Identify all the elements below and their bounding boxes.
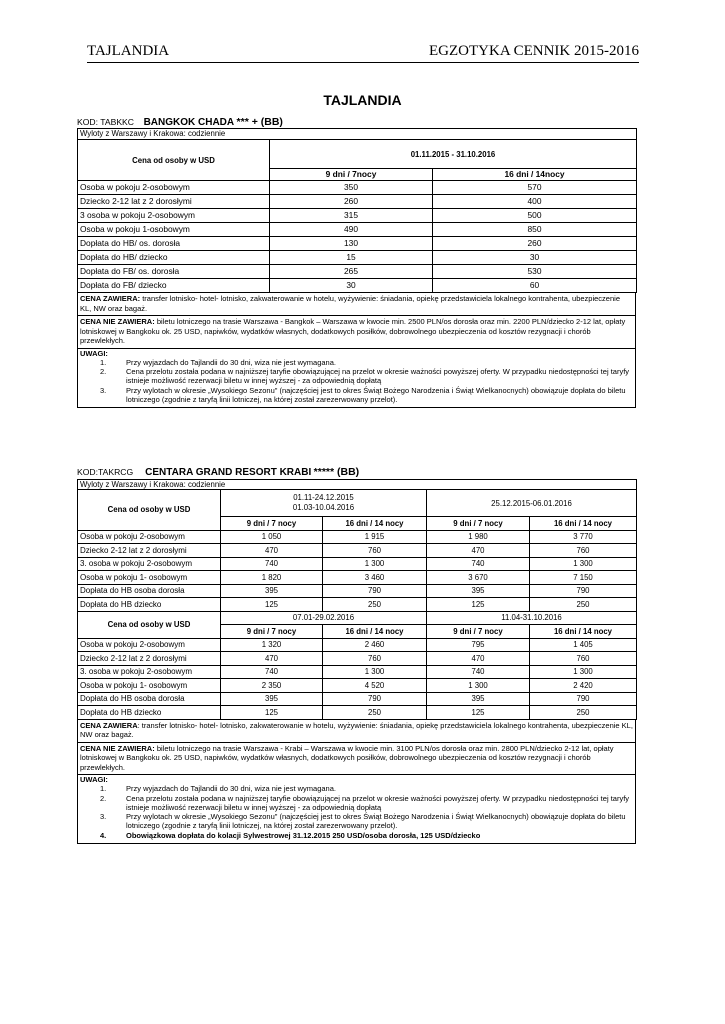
price-cell: 570 [433, 181, 637, 195]
price-cell: 470 [427, 544, 530, 558]
hotel2-period-a [221, 490, 427, 517]
hotel2-includes-label: CENA ZAWIERA [80, 720, 138, 730]
table-row [78, 279, 637, 293]
price-cell: 795 [427, 638, 530, 652]
table-row [78, 638, 637, 652]
hotel2-includes [77, 720, 636, 743]
hotel2-excludes-label: CENA NIE ZAWIERA: [80, 743, 155, 753]
hotel2-col-short: 9 dni / 7 nocy [221, 625, 323, 639]
hotel1-col1-header: 9 dni / 7nocy [270, 169, 433, 181]
hotel2-excludes-text: biletu lotniczego na trasie Warszawa - Krabi – Warszawa w kwocie min. 3100 PLN/os dorosła oraz min. 2800 PLN/dziecko 2-12 lat, opłaty lotniskowej w Bangkoku ok. 25 USD, napiwków, wydatków własnych, dodatkowych posiłków, dobrowolnego ubezpieczenia od kosztów rezygnacji i chorób przewlekłych. [80, 743, 614, 772]
price-cell: 125 [221, 598, 323, 612]
note-text: Obowiązkowa dopłata do kolacji Sylwestrowej 31.12.2015 250 USD/osoba dorosła, 125 USD/dziecko [126, 830, 481, 840]
table-row [78, 557, 637, 571]
price-cell: 250 [323, 598, 427, 612]
price-cell: 1 300 [530, 665, 637, 679]
hotel1-code-line [77, 116, 283, 128]
hotel2-section [77, 479, 636, 844]
price-cell: 2 350 [221, 679, 323, 693]
row-label: Dopłata do FB/ dziecko [78, 279, 270, 293]
hotel2-col-short: 9 dni / 7 nocy [427, 625, 530, 639]
table-row [78, 265, 637, 279]
price-cell: 2 420 [530, 679, 637, 693]
hotel2-notes-label: UWAGI: [80, 775, 108, 784]
table-row [78, 181, 637, 195]
table-row [78, 571, 637, 585]
price-cell: 1 300 [323, 665, 427, 679]
row-label: Dopłata do FB/ os. dorosła [78, 265, 270, 279]
hotel2-col-short: 9 dni / 7 nocy [427, 517, 530, 531]
price-cell: 125 [427, 706, 530, 720]
note-number: 3. [100, 385, 107, 395]
price-cell: 740 [221, 557, 323, 571]
price-cell: 250 [530, 598, 637, 612]
note-text: Przy wyjazdach do Tajlandii do 30 dni, wiza nie jest wymagana. [126, 357, 336, 367]
price-cell: 740 [427, 557, 530, 571]
price-cell: 790 [323, 692, 427, 706]
table-row [78, 598, 637, 612]
note-text: Cena przelotu została podana w najniższej taryfie obowiązującej na przelot w okresie ważności powyższej oferty. W przypadku niedostępności tej taryfy istnieje możliwość rezerwacji biletu w innej wyższej - za odpowiednią dopłatą [126, 793, 630, 812]
price-cell: 500 [433, 209, 637, 223]
hotel2-notes [77, 775, 636, 844]
price-cell: 2 460 [323, 638, 427, 652]
table-row [78, 530, 637, 544]
note-item [80, 784, 633, 793]
table-row [78, 223, 637, 237]
price-cell: 490 [270, 223, 433, 237]
price-cell: 125 [221, 706, 323, 720]
note-item [80, 794, 633, 813]
price-cell: 30 [270, 279, 433, 293]
hotel2-price-label: Cena od osoby w USD [78, 490, 221, 531]
row-label: Osoba w pokoju 1- osobowym [78, 571, 221, 585]
hotel2-name: CENTARA GRAND RESORT KRABI [145, 467, 312, 478]
price-cell: 3 670 [427, 571, 530, 585]
hotel1-price-label: Cena od osoby w USD [78, 140, 270, 181]
hotel2-col-short: 9 dni / 7 nocy [221, 517, 323, 531]
note-number: 2. [100, 367, 107, 377]
price-cell: 130 [270, 237, 433, 251]
hotel2-code: KOD:TAKRCG [77, 467, 134, 477]
note-item [80, 358, 633, 367]
hotel2-col-long: 16 dni / 14 nocy [323, 517, 427, 531]
hotel2-price-table [77, 479, 637, 720]
hotel2-period-d: 11.04-31.10.2016 [427, 611, 637, 625]
table-row [78, 706, 637, 720]
note-number: 2. [100, 793, 107, 803]
row-label: Dziecko 2-12 lat z 2 dorosłymi [78, 652, 221, 666]
price-cell: 760 [530, 544, 637, 558]
table-row [78, 679, 637, 693]
hotel2-period-a1: 01.11-24.12.2015 [293, 493, 354, 502]
hotel2-period-c: 07.01-29.02.2016 [221, 611, 427, 625]
price-cell: 4 520 [323, 679, 427, 693]
header-right: EGZOTYKA CENNIK 2015-2016 [429, 43, 639, 59]
price-cell: 1 300 [427, 679, 530, 693]
hotel1-includes-text: transfer lotnisko- hotel- lotnisko, zakwaterowanie w hotelu, wyżywienie: śniadania, opiekę przedstawiciela lokalnego kontrahenta, ubezpieczenie KL, NW oraz bagaż. [80, 294, 620, 313]
hotel1-notes-label: UWAGI: [80, 348, 108, 358]
price-cell: 530 [433, 265, 637, 279]
table-row [78, 544, 637, 558]
hotel1-code: KOD: TABKKC [77, 117, 134, 127]
price-cell: 395 [221, 692, 323, 706]
price-cell: 30 [433, 251, 637, 265]
note-text: Przy wyjazdach do Tajlandii do 30 dni, wiza nie jest wymagana. [126, 784, 336, 794]
note-item [80, 812, 633, 831]
row-label: Osoba w pokoju 2-osobowym [78, 530, 221, 544]
price-cell: 1 320 [221, 638, 323, 652]
hotel2-excludes [77, 743, 636, 776]
table-row [78, 665, 637, 679]
price-cell: 15 [270, 251, 433, 265]
price-cell: 395 [427, 584, 530, 598]
note-number: 4. [100, 830, 107, 840]
row-label: Osoba w pokoju 2-osobowym [78, 638, 221, 652]
note-number: 1. [100, 357, 107, 367]
hotel2-col-long: 16 dni / 14 nocy [530, 517, 637, 531]
row-label: Dziecko 2-12 lat z 2 dorosłymi [78, 544, 221, 558]
price-cell: 400 [433, 195, 637, 209]
page-title: TAJLANDIA [323, 92, 402, 108]
price-cell: 350 [270, 181, 433, 195]
note-item [80, 831, 633, 840]
hotel1-notes [77, 349, 636, 409]
hotel2-stars: ***** (BB) [313, 466, 360, 478]
note-number: 1. [100, 784, 107, 794]
hotel1-excludes-label: CENA NIE ZAWIERA: [80, 317, 155, 326]
hotel1-includes-label: CENA ZAWIERA: [80, 294, 141, 303]
row-label: 3 osoba w pokoju 2-osobowym [78, 209, 270, 223]
hotel1-excludes [77, 316, 636, 349]
row-label: Dopłata do HB osoba dorosła [78, 692, 221, 706]
hotel2-code-line [77, 466, 359, 478]
price-cell: 1 300 [323, 557, 427, 571]
price-cell: 265 [270, 265, 433, 279]
price-cell: 125 [427, 598, 530, 612]
price-cell: 1 050 [221, 530, 323, 544]
row-label: 3. osoba w pokoju 2-osobowym [78, 665, 221, 679]
price-cell: 250 [530, 706, 637, 720]
table-row [78, 209, 637, 223]
price-cell: 3 770 [530, 530, 637, 544]
table-row [78, 237, 637, 251]
price-cell: 760 [530, 652, 637, 666]
hotel1-col2-header: 16 dni / 14nocy [433, 169, 637, 181]
hotel2-includes-text: : transfer lotnisko- hotel- lotnisko, zakwaterowanie w hotelu, wyżywienie: śniadania, opiekę przedstawiciela lokalnego kontrahenta, ubezpieczenie KL, NW oraz bagaż. [80, 720, 633, 739]
note-item [80, 386, 633, 405]
note-text: Przy wylotach w okresie „Wysokiego Sezonu" (najczęściej jest to okres Świąt Bożego Narodzenia i Świąt Wielkanocnych) obowiązuje dopłata do biletu lotniczego (zgodnie z taryfą linii lotniczej, na której został zarezerwowany przelot). [126, 812, 626, 831]
hotel1-departures: Wyloty z Warszawy i Krakowa: codziennie [78, 129, 637, 140]
price-cell: 850 [433, 223, 637, 237]
price-cell: 395 [221, 584, 323, 598]
hotel1-includes [77, 293, 636, 316]
row-label: Osoba w pokoju 1- osobowym [78, 679, 221, 693]
hotel2-col-long: 16 dni / 14 nocy [530, 625, 637, 639]
price-cell: 60 [433, 279, 637, 293]
hotel2-departures: Wyloty z Warszawy i Krakowa: codziennie [78, 480, 637, 490]
row-label: Dziecko 2-12 lat z 2 dorosłymi [78, 195, 270, 209]
price-cell: 1 820 [221, 571, 323, 585]
hotel1-price-table [77, 128, 637, 293]
hotel2-period-b: 25.12.2015-06.01.2016 [427, 490, 637, 517]
table-row [78, 652, 637, 666]
table-row [78, 195, 637, 209]
hotel2-period-a2: 01.03-10.04.2016 [292, 503, 355, 512]
hotel1-excludes-text: biletu lotniczego na trasie Warszawa - Bangkok – Warszawa w kwocie min. 2500 PLN/os dorosła oraz min. 2200 PLN/dziecko 2-12 lat, opłaty lotniskowej w Bangkoku ok. 25 USD, napiwków, wydatków własnych, dodatkowych posiłków, dobrowolnego ubezpieczenia od kosztów rezygnacji i chorób przewlekłych. [80, 317, 626, 345]
note-number: 3. [100, 812, 107, 822]
price-cell: 740 [221, 665, 323, 679]
row-label: Dopłata do HB osoba dorosła [78, 584, 221, 598]
price-cell: 1 980 [427, 530, 530, 544]
price-cell: 395 [427, 692, 530, 706]
note-item [80, 367, 633, 386]
price-cell: 1 405 [530, 638, 637, 652]
price-cell: 790 [323, 584, 427, 598]
hotel1-section [77, 128, 636, 408]
price-cell: 470 [221, 544, 323, 558]
price-cell: 790 [530, 584, 637, 598]
hotel1-period: 01.11.2015 - 31.10.2016 [270, 140, 637, 169]
table-row [78, 584, 637, 598]
hotel1-name: BANGKOK CHADA [143, 117, 235, 128]
row-label: Osoba w pokoju 2-osobowym [78, 181, 270, 195]
hotel2-price-label: Cena od osoby w USD [78, 611, 221, 638]
row-label: Dopłata do HB dziecko [78, 706, 221, 720]
price-cell: 1 300 [530, 557, 637, 571]
row-label: Osoba w pokoju 1-osobowym [78, 223, 270, 237]
table-row [78, 251, 637, 265]
price-cell: 790 [530, 692, 637, 706]
price-cell: 260 [433, 237, 637, 251]
header-left: TAJLANDIA [87, 43, 170, 59]
note-text: Przy wylotach w okresie „Wysokiego Sezonu" (najczęściej jest to okres Świąt Bożego Narodzenia i Świąt Wielkanocnych) obowiązuje dopłata do biletu lotniczego (zgodnie z taryfą linii lotniczej, na której został zarezerwowany przelot). [126, 385, 626, 404]
row-label: Dopłata do HB/ os. dorosła [78, 237, 270, 251]
price-cell: 470 [221, 652, 323, 666]
price-cell: 760 [323, 544, 427, 558]
price-cell: 760 [323, 652, 427, 666]
page-header [87, 42, 639, 63]
price-cell: 260 [270, 195, 433, 209]
row-label: 3. osoba w pokoju 2-osobowym [78, 557, 221, 571]
price-cell: 7 150 [530, 571, 637, 585]
price-cell: 250 [323, 706, 427, 720]
row-label: Dopłata do HB/ dziecko [78, 251, 270, 265]
hotel1-stars: *** + (BB) [236, 116, 283, 128]
price-cell: 3 460 [323, 571, 427, 585]
price-cell: 740 [427, 665, 530, 679]
note-text: Cena przelotu została podana w najniższej taryfie obowiązującej na przelot w okresie ważności powyższej oferty. W przypadku niedostępności tej taryfy istnieje możliwość rezerwacji biletu w innej wyższej - za odpowiednią dopłatą [126, 367, 630, 386]
price-cell: 315 [270, 209, 433, 223]
table-row [78, 692, 637, 706]
price-cell: 470 [427, 652, 530, 666]
price-cell: 1 915 [323, 530, 427, 544]
hotel2-col-long: 16 dni / 14 nocy [323, 625, 427, 639]
row-label: Dopłata do HB dziecko [78, 598, 221, 612]
